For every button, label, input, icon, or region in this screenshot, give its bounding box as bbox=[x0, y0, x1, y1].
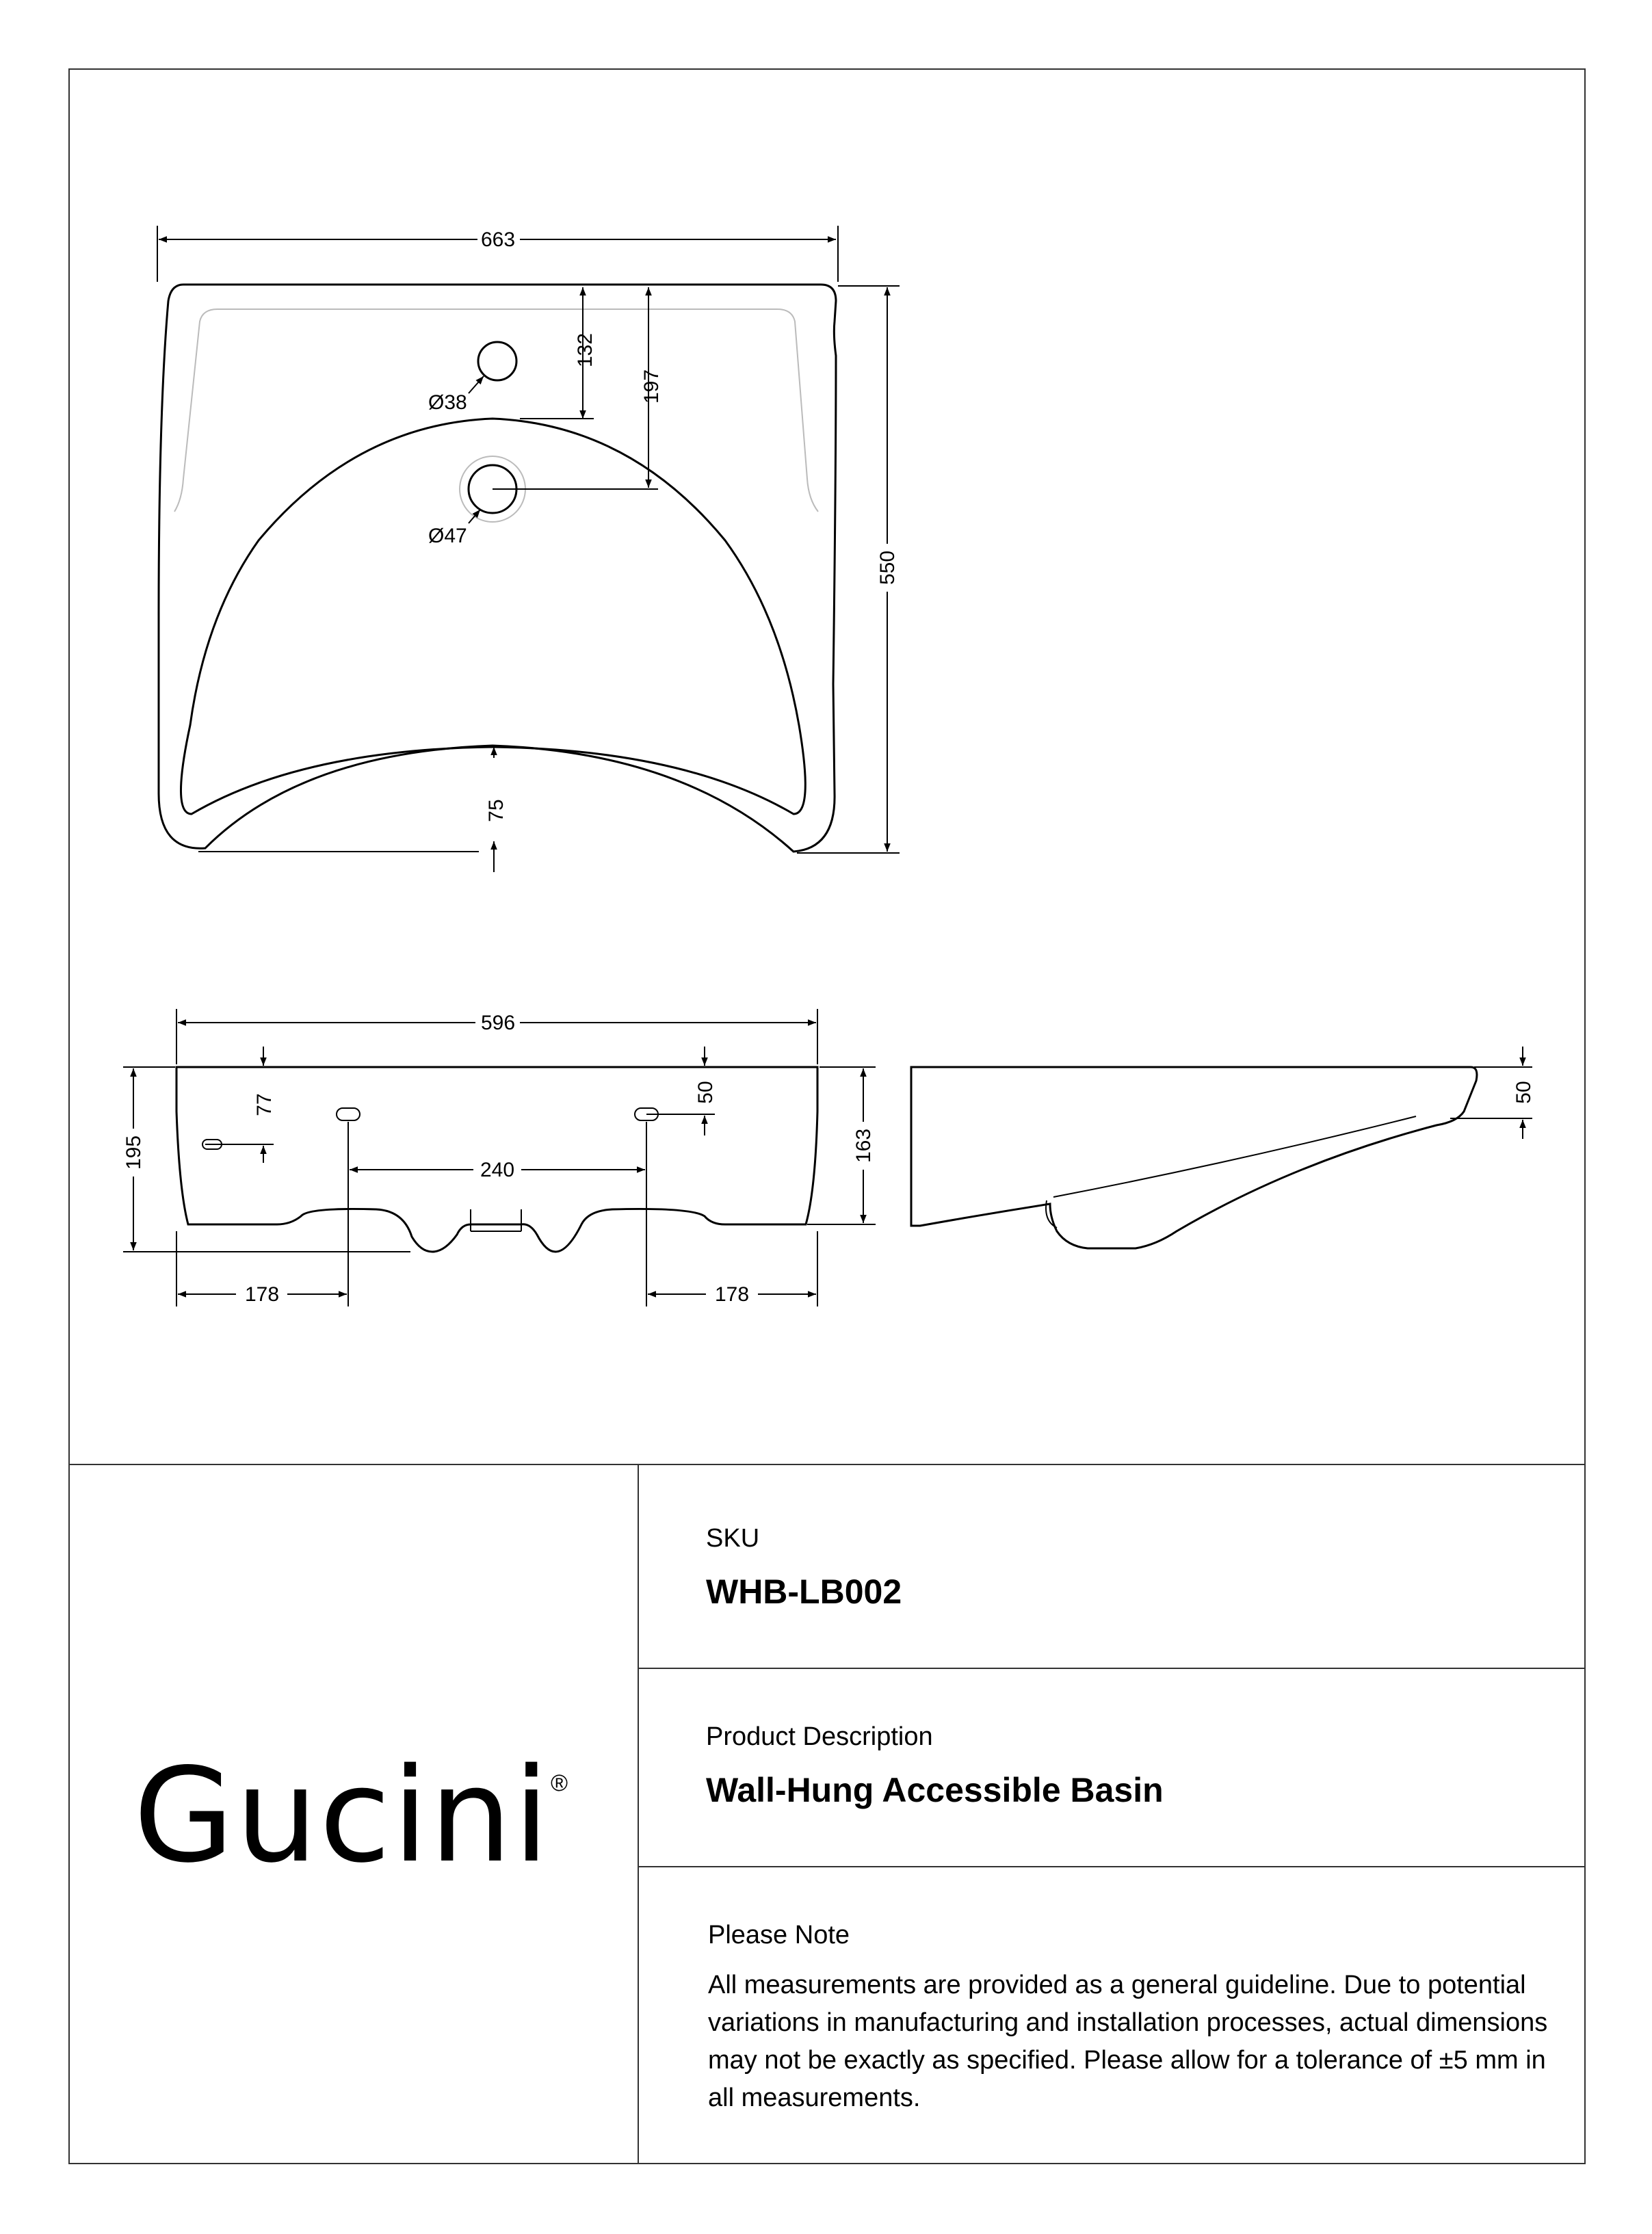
title-block-divider bbox=[638, 1464, 639, 2164]
dim-height-163: 163 bbox=[852, 1128, 875, 1164]
dim-rim-50: 50 bbox=[1512, 1081, 1535, 1104]
bowl-outline bbox=[181, 419, 805, 814]
front-trap-housing bbox=[471, 1209, 521, 1231]
product-description-label: Product Description bbox=[706, 1722, 933, 1751]
dim-width-663: 663 bbox=[480, 228, 516, 251]
leader-tap-hole bbox=[469, 376, 484, 393]
dim-waste-197: 197 bbox=[640, 369, 663, 404]
top-view-dimension-labels bbox=[428, 228, 899, 822]
dim-spacing-240: 240 bbox=[480, 1159, 515, 1181]
side-view bbox=[911, 1067, 1477, 1248]
brand-logo: Gucini bbox=[133, 1740, 551, 1891]
dim-edge-178-left: 178 bbox=[244, 1283, 280, 1306]
sku-separator bbox=[638, 1668, 1586, 1669]
dim-tap-132: 132 bbox=[574, 332, 596, 368]
description-separator bbox=[638, 1866, 1586, 1867]
sku-value: WHB-LB002 bbox=[706, 1573, 902, 1611]
dim-lip-75: 75 bbox=[485, 799, 508, 822]
top-view-dimensions bbox=[157, 226, 900, 872]
front-view-dimension-labels bbox=[122, 1012, 875, 1306]
fixing-slot-left bbox=[337, 1108, 360, 1120]
basin-outline bbox=[159, 285, 836, 852]
sku-label: SKU bbox=[706, 1524, 760, 1553]
product-description-value: Wall-Hung Accessible Basin bbox=[706, 1771, 1164, 1809]
front-view-dimensions bbox=[123, 1009, 876, 1306]
dim-fixing-77: 77 bbox=[253, 1093, 276, 1116]
tap-hole bbox=[478, 342, 516, 380]
note-text: All measurements are provided as a general guideline. Due to potential variations in manufacturing and installation processes, actual dimensions may not be exactly as specified. Please allow for a tolerance of ±5 mm in all measurements. bbox=[708, 1971, 1548, 2112]
dim-width-596: 596 bbox=[480, 1012, 516, 1034]
dim-height-195: 195 bbox=[122, 1135, 145, 1170]
dim-fixing-50: 50 bbox=[694, 1081, 717, 1104]
top-view bbox=[159, 285, 836, 852]
dim-depth-550: 550 bbox=[876, 550, 899, 586]
side-profile-outline bbox=[911, 1067, 1477, 1248]
side-inner-line bbox=[1053, 1116, 1416, 1197]
title-block-top-border bbox=[68, 1464, 1586, 1465]
registered-mark: ® bbox=[551, 1770, 568, 1796]
dim-tap-diameter: Ø38 bbox=[428, 391, 467, 414]
dim-waste-diameter: Ø47 bbox=[428, 525, 467, 547]
leader-waste bbox=[469, 510, 480, 523]
note-label: Please Note bbox=[708, 1921, 850, 1949]
rim-inner-contour bbox=[174, 309, 818, 512]
dim-edge-178-right: 178 bbox=[714, 1283, 750, 1306]
